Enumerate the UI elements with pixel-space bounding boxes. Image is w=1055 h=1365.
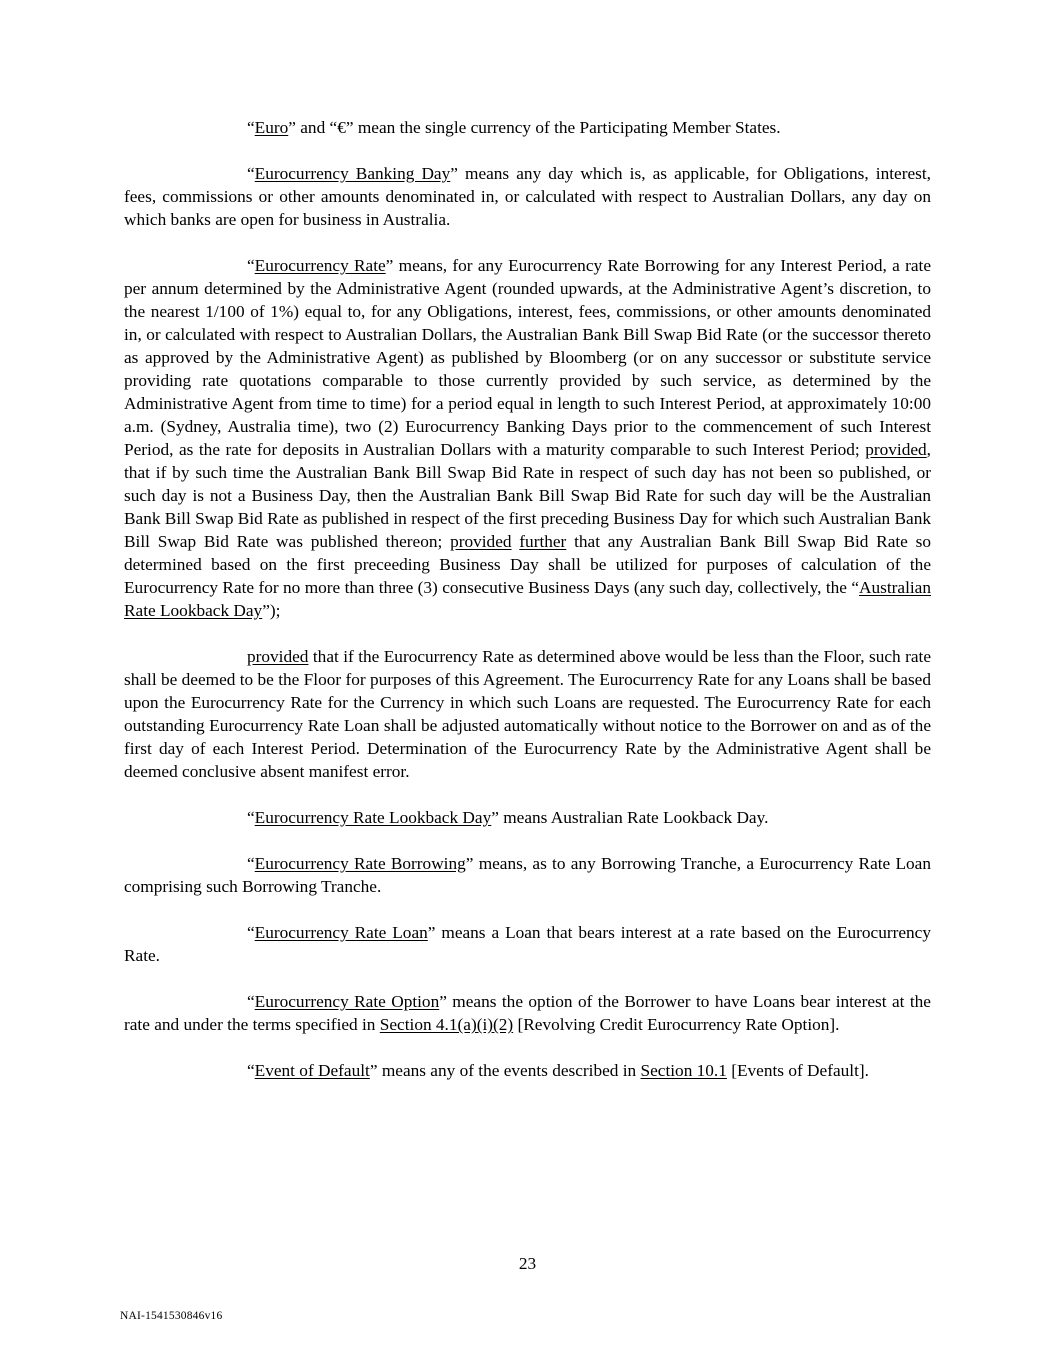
text-run: “ (247, 854, 255, 873)
page-number: 23 (518, 1254, 537, 1273)
text-run: ” means the option of the Borrower to have Loans bear interest at the rate and under the terms specified in (124, 992, 931, 1034)
term-eurocurrency-rate-lookback-day: Eurocurrency Rate Lookback Day (254, 808, 492, 827)
text-run: “ (247, 992, 255, 1011)
term-euro: Euro (254, 118, 289, 137)
text-run: ”); (262, 601, 281, 620)
term-provided: provided (450, 532, 512, 551)
text-run: “ (247, 118, 255, 137)
definition-eurocurrency-rate (124, 254, 931, 622)
text-run: “ (247, 164, 255, 183)
definition-eurocurrency-rate-lookback-day (124, 806, 931, 829)
text-run: ” means a Loan that bears interest at a rate based on the Eurocurrency Rate. (124, 923, 931, 965)
text-run: , that if by such time the Australian Bank Bill Swap Bid Rate in respect of such day has not been so published, or such day is not a Business Day, then the Australian Bank Bill Swap Bid Rate for such day will be the Australian Bank Bill Swap Bid Rate as published in respect of the first preceding Business Day for which such Australian Bank Bill Swap Bid Rate was published thereon; (124, 440, 931, 551)
text-run: ” means any day which is, as applicable, for Obligations, interest, fees, commissions or other amounts denominated in, or calculated with respect to Australian Dollars, any day on which banks are open for business in Australia. (124, 164, 931, 229)
term-eurocurrency-banking-day: Eurocurrency Banking Day (254, 164, 451, 183)
paragraph-floor-proviso (124, 645, 931, 783)
text-run: that if the Eurocurrency Rate as determined above would be less than the Floor, such rate shall be deemed to be the Floor for purposes of this Agreement. The Eurocurrency Rate for any Loans shall be based upon the Eurocurrency Rate for the Currency in which such Loans are requested. The Eurocurrency Rate for each outstanding Eurocurrency Rate Loan shall be adjusted automatically without notice to the Borrower on and as of the first day of each Interest Period. Determination of the Eurocurrency Rate by the Administrative Agent shall be deemed conclusive absent manifest error. (124, 647, 931, 781)
term-event-of-default: Event of Default (254, 1061, 370, 1080)
definition-eurocurrency-banking-day (124, 162, 931, 231)
text-run: “ (247, 256, 255, 275)
text-run: ” means Australian Rate Lookback Day. (491, 808, 769, 827)
term-provided: provided (865, 440, 927, 459)
definition-eurocurrency-rate-option (124, 990, 931, 1036)
text-run: “ (247, 923, 255, 942)
term-further: further (519, 532, 567, 551)
term-eurocurrency-rate-loan: Eurocurrency Rate Loan (254, 923, 428, 942)
text-run: ” and “€” mean the single currency of the Participating Member States. (288, 118, 781, 137)
term-provided: provided (247, 647, 309, 666)
definition-eurocurrency-rate-borrowing (124, 852, 931, 898)
text-run: ” means, for any Eurocurrency Rate Borrowing for any Interest Period, a rate per annum determined by the Administrative Agent (rounded upwards, at the Administrative Agent’s discretion, to the nearest 1/100 of 1%) equal to, for any Obligations, interest, fees, commissions, or other amounts denominated in, or calculated with respect to Australian Dollars, the Australian Bank Bill Swap Bid Rate (or the successor thereto as approved by the Administrative Agent) as published by Bloomberg (or on any successor or substitute service providing rate quotations comparable to those currently provided by such service, as determined by the Administrative Agent from time to time) for a period equal in length to such Interest Period, at approximately 10:00 a.m. (Sydney, Australia time), two (2) Eurocurrency Banking Days prior to the commencement of such Interest Period, as the rate for deposits in Australian Dollars with a maturity comparable to such Interest Period; (124, 256, 931, 459)
definition-euro (124, 116, 931, 139)
document-body (124, 116, 931, 1105)
document-id: NAI-1541530846v16 (120, 1310, 223, 1322)
definition-eurocurrency-rate-loan (124, 921, 931, 967)
section-reference-4-1-a-i-2: Section 4.1(a)(i)(2) (379, 1015, 514, 1034)
term-australian-rate-lookback-day: Australian Rate Lookback Day (124, 578, 931, 620)
text-run: ” means any of the events described in (369, 1061, 641, 1080)
term-eurocurrency-rate-option: Eurocurrency Rate Option (254, 992, 440, 1011)
text-run: “ (247, 808, 255, 827)
text-run: [Events of Default]. (726, 1061, 869, 1080)
text-run: that any Australian Bank Bill Swap Bid Rate so determined based on the first preceeding Business Day shall be utilized for purposes of calculation of the Eurocurrency Rate for no more than three (3) consecutive Business Days (any such day, collectively, the “ (124, 532, 931, 597)
text-run: “ (247, 1061, 255, 1080)
text-run: [Revolving Credit Eurocurrency Rate Option]. (513, 1015, 840, 1034)
term-eurocurrency-rate-borrowing: Eurocurrency Rate Borrowing (254, 854, 466, 873)
definition-event-of-default (124, 1059, 931, 1082)
term-eurocurrency-rate: Eurocurrency Rate (254, 256, 386, 275)
text-run: ” means, as to any Borrowing Tranche, a Eurocurrency Rate Loan comprising such Borrowing Tranche. (124, 854, 931, 896)
section-reference-10-1: Section 10.1 (640, 1061, 727, 1080)
